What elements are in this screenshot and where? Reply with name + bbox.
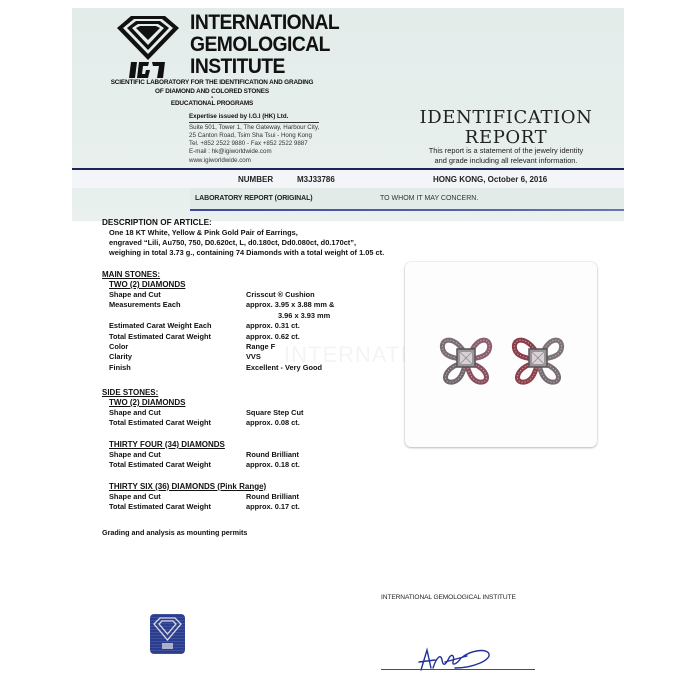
- spec-key: Finish: [109, 362, 131, 372]
- clover-earring-icon: [507, 328, 569, 390]
- report-number-value: M3J33786: [297, 175, 335, 184]
- earrings-photo: [405, 262, 597, 447]
- spec-value: approx. 3.95 x 3.88 mm &: [246, 300, 335, 310]
- brand-line-3: INSTITUTE: [190, 55, 285, 78]
- spec-key: Clarity: [109, 352, 133, 362]
- spec-value: approx. 0.17 ct.: [246, 502, 300, 512]
- report-title-line-2: REPORT: [464, 127, 548, 148]
- report-subtitle-line-2: and grade including all relevant information.: [434, 155, 578, 165]
- spec-key: Shape and Cut: [109, 290, 161, 299]
- addressee: TO WHOM IT MAY CONCERN.: [380, 195, 479, 202]
- spec-row-finish: [102, 363, 334, 373]
- spec-key: Total Estimated Carat Weight: [109, 331, 211, 341]
- spec-row-carat-total: [102, 332, 334, 342]
- spec-key: Shape and Cut: [109, 408, 161, 417]
- spec-value: 3.96 x 3.93 mm: [278, 310, 331, 320]
- spec-row-measurements-cont: [102, 311, 334, 321]
- spec-key: Total Estimated Carat Weight: [109, 418, 211, 428]
- spec-value: approx. 0.62 ct.: [246, 331, 300, 341]
- description-line: engraved “Lili, Au750, 750, D0.620ct, L, d0.180ct, Dd0.080ct, d0.170ct”,: [109, 238, 357, 247]
- spec-row-shape: [102, 290, 334, 300]
- brand-line-1: INTERNATIONAL: [190, 11, 340, 34]
- email-line: E-mail : hk@igiworldwide.com: [189, 148, 272, 156]
- website-line: www.igiworldwide.com: [189, 156, 251, 164]
- tagline-line-3: EDUCATIONAL PROGRAMS: [170, 100, 254, 107]
- lab-report-label: LABORATORY REPORT (ORIGINAL): [195, 195, 313, 202]
- report-title-line-1: IDENTIFICATION: [419, 107, 593, 128]
- tagline-bullet: •: [211, 95, 213, 101]
- spec-key: Estimated Carat Weight Each: [109, 321, 212, 331]
- lab-report-divider: [190, 209, 624, 211]
- hologram-seal-icon: [150, 614, 185, 654]
- main-stones-section: [102, 270, 334, 373]
- side-stones-section: [102, 388, 304, 512]
- description-line: One 18 KT White, Yellow & Pink Gold Pair of Earrings,: [109, 228, 298, 237]
- spec-key: [109, 311, 246, 321]
- lab-tagline: [78, 79, 346, 109]
- spec-key: Measurements Each: [109, 300, 181, 310]
- spec-key: Shape and Cut: [109, 491, 161, 501]
- address-line: Suite 501, Tower 1, The Gateway, Harbour City,: [189, 123, 320, 131]
- spec-row-carat-each: [102, 321, 334, 331]
- side-stones-heading: SIDE STONES:: [102, 388, 159, 397]
- spec-value: Square Step Cut: [246, 408, 304, 417]
- signature-line: [381, 669, 535, 670]
- side-stones-group-title: THIRTY FOUR (34) DIAMONDS: [109, 439, 225, 449]
- spec-key: Shape and Cut: [109, 449, 161, 459]
- spec-value: Range F: [246, 342, 276, 352]
- spec-row-color: [102, 342, 334, 352]
- brand-line-2: GEMOLOGICAL: [190, 33, 330, 56]
- main-stones-heading: MAIN STONES:: [102, 270, 161, 279]
- spec-row-clarity: [102, 352, 334, 362]
- spec-value: Round Brilliant: [246, 449, 299, 459]
- igi-diamond-logo-icon: [113, 14, 183, 84]
- report-number-label: NUMBER: [238, 175, 274, 184]
- spec-row-carat-total: [102, 418, 304, 428]
- side-stones-group-title: THIRTY SIX (36) DIAMONDS (Pink Range): [109, 481, 267, 491]
- signature-organization: INTERNATIONAL GEMOLOGICAL INSTITUTE: [381, 594, 516, 601]
- report-title: [386, 108, 626, 148]
- report-subtitle: [386, 146, 626, 165]
- clover-earring-icon: [435, 328, 497, 390]
- spec-row-carat-total: [102, 460, 304, 470]
- expertise-title: Expertise issued by I.G.I (HK) Ltd.: [189, 113, 319, 123]
- description-line: weighing in total 3.73 g., containing 74 Diamonds with a total weight of 1.05 ct.: [109, 248, 385, 257]
- tagline-line-2: OF DIAMOND AND COLORED STONES: [155, 87, 269, 95]
- institute-name: [190, 12, 339, 78]
- spec-value: Round Brilliant: [246, 491, 299, 501]
- spec-value: Excellent - Very Good: [246, 362, 322, 372]
- spec-row-shape: [102, 408, 304, 418]
- tagline-line-1: SCIENTIFIC LABORATORY FOR THE IDENTIFICATION AND GRADING: [110, 79, 314, 86]
- place-date: HONG KONG, October 6, 2016: [433, 175, 548, 184]
- spec-key: Total Estimated Carat Weight: [109, 460, 211, 470]
- spec-value: VVS: [246, 352, 261, 362]
- spec-value: approx. 0.31 ct.: [246, 321, 300, 331]
- spec-row-measurements: [102, 300, 334, 310]
- side-stones-group-title: TWO (2) DIAMONDS: [109, 398, 186, 407]
- spec-key: Total Estimated Carat Weight: [109, 502, 211, 512]
- description-of-article: [102, 217, 384, 258]
- description-heading: DESCRIPTION OF ARTICLE:: [102, 218, 212, 227]
- spec-row-carat-total: [102, 502, 304, 512]
- spec-row-shape: [102, 492, 304, 502]
- spec-key: Color: [109, 342, 129, 352]
- report-subtitle-line-1: This report is a statement of the jewelry identity: [428, 146, 584, 155]
- spec-value: Crisscut ® Cushion: [246, 290, 315, 299]
- spec-row-shape: [102, 450, 304, 460]
- phone-fax-line: Tel. +852 2522 9880 - Fax +852 2522 9887: [189, 140, 308, 148]
- spec-value: approx. 0.08 ct.: [246, 418, 300, 428]
- address-line: 25 Canton Road, Tsim Sha Tsui - Hong Kong: [189, 131, 312, 139]
- main-stones-group-title: TWO (2) DIAMONDS: [109, 280, 186, 289]
- expertise-address-block: [189, 113, 319, 165]
- spec-value: approx. 0.18 ct.: [246, 460, 300, 470]
- grading-note: Grading and analysis as mounting permits: [102, 528, 248, 537]
